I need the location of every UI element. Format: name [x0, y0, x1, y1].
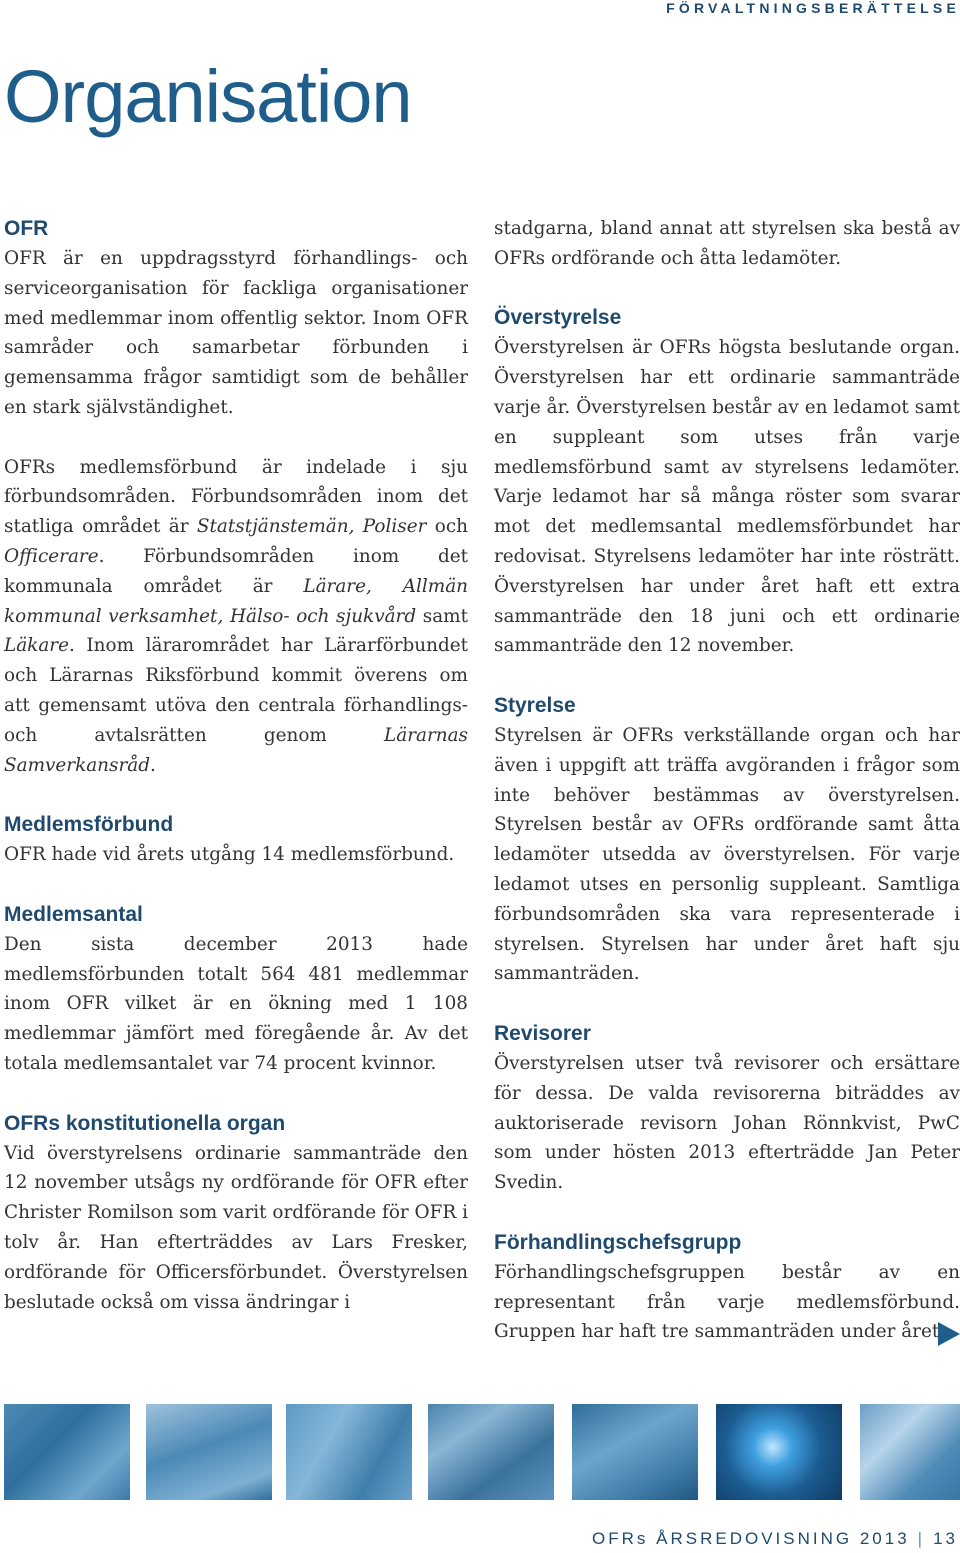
text-run: . Förbundsområden inom det kommunala området är — [4, 545, 468, 597]
paragraph-revisorer: Överstyrelsen utser två revisorer och ersättare för dessa. De valda revisorerna biträddes av auktoriserade revisorn Johan Rönnkvist, PwC som under hösten 2013 efterträdde Jan Peter Svedin. — [494, 1052, 960, 1194]
paragraph-medlemsforbund: OFR hade vid årets utgång 14 medlemsförbund. — [4, 844, 455, 866]
heading-styrelse: Styrelse — [494, 693, 576, 717]
heading-overstyrelse: Överstyrelse — [494, 306, 622, 330]
italic-run: Lärare, Allmän kommunal verksamhet, Hälso- och sjukvård — [4, 575, 469, 627]
heading-medlemsforbund: Medlemsförbund — [4, 813, 174, 837]
footer-separator: | — [917, 1529, 926, 1548]
right-column — [494, 214, 960, 1377]
paragraph-konstitutionella-organ: Vid överstyrelsens ordinarie sammanträde den 12 november utsågs ny ordförande för OFR efter Christer Romilson som varit ordförande för OFR i tolv år. Han efterträddes av Lars Fresker, ordförande för Officersförbundet. Överstyrelsen beslutade också om vissa ändringar i — [4, 1142, 468, 1313]
decorative-image-strip — [0, 1404, 960, 1504]
section-label: FÖRVALTNINGSBERÄTTELSE — [666, 0, 960, 16]
text-run: . — [150, 754, 156, 776]
publication-title: OFRs ÅRSREDOVISNING 2013 — [592, 1529, 910, 1548]
play-arrow-icon — [938, 1322, 960, 1346]
decorative-tile — [572, 1404, 698, 1500]
heading-forhandlingschefsgrupp: Förhandlingschefsgrupp — [494, 1230, 742, 1254]
paragraph-medlemsantal: Den sista december 2013 hade medlemsförbunden totalt 564 481 medlemmar inom OFR vilket är en ökning med 1 108 medlemmar jämfört med föregående år. Av det totala medlemsantalet var 74 procent kvinnor. — [4, 933, 468, 1074]
paragraph-ofr-intro: OFR är en uppdragsstyrd förhandlings- och serviceorganisation för fackliga organisationer med medlemmar inom offentlig sektor. Inom OFR samråder och samarbetar förbunden i gemensamma frågor samtidigt som de behåller en stark självständighet. — [4, 248, 468, 418]
decorative-tile — [146, 1404, 272, 1500]
heading-konstitutionella-organ: OFRs konstitutionella organ — [4, 1111, 286, 1135]
text-run: och — [426, 516, 468, 538]
text-run: OFRs medlemsförbund är indelade i sju förbundsområden. Förbundsområden inom det statliga området är — [4, 456, 468, 538]
italic-run: Officerare — [4, 545, 99, 567]
decorative-tile — [4, 1404, 130, 1500]
left-column — [4, 214, 468, 1347]
heading-medlemsantal: Medlemsantal — [4, 902, 143, 926]
paragraph-forbundsomraden — [4, 453, 468, 781]
text-run: samt — [416, 605, 468, 627]
paragraph-continuation: stadgarna, bland annat att styrelsen ska bestå av OFRs ordförande och åtta ledamöter. — [494, 218, 960, 269]
decorative-tile — [286, 1404, 412, 1500]
text-run: . Inom lärarområdet har Lärarförbundet och Lärarnas Riksförbund kommit överens om att gemensamt utöva den centrala förhandlings- och avtalsrätten genom — [4, 635, 468, 746]
italic-run: Lärarnas Samverkansråd — [4, 724, 468, 776]
heading-revisorer: Revisorer — [494, 1021, 591, 1045]
heading-ofr: OFR — [4, 217, 49, 240]
italic-run: Statstjänstemän, Poliser — [196, 516, 427, 538]
decorative-tile — [428, 1404, 554, 1500]
italic-run: Läkare — [4, 635, 69, 657]
paragraph-forhandlingschefsgrupp: Förhandlingschefsgruppen består av en representant från varje medlemsförbund. Gruppen har haft tre sammanträden under året. — [494, 1261, 960, 1343]
paragraph-styrelse: Styrelsen är OFRs verkställande organ och har även i uppgift att träffa avgöranden i frågor som inte behöver bestämmas av överstyrelsen. Styrelsen består av OFRs ordförande samt åtta ledamöter utsedda av överstyrelsen. För varje ledamot utses en personlig suppleant. Samtliga förbundsområden ska vara representerade i styrelsen. Styrelsen har under året haft sju sammanträden. — [494, 724, 960, 985]
decorative-tile — [716, 1404, 842, 1500]
page-footer — [538, 1528, 958, 1550]
page-number: 13 — [933, 1529, 958, 1548]
page-title: Organisation — [4, 55, 412, 138]
decorative-tile — [860, 1404, 960, 1500]
paragraph-overstyrelse: Överstyrelsen är OFRs högsta beslutande organ. Överstyrelsen har ett ordinarie sammanträde varje år. Överstyrelsen består av en ledamot samt en suppleant som utses från varje medlemsförbund samt av styrelsens ledamöter. Varje ledamot har så många röster som svarar mot det medlemsantal medlemsförbundet har redovisat. Styrelsens ledamöter har inte rösträtt. Överstyrelsen har under året haft ett extra sammanträde den 18 juni och ett ordinarie sammanträde den 12 november. — [494, 337, 960, 657]
